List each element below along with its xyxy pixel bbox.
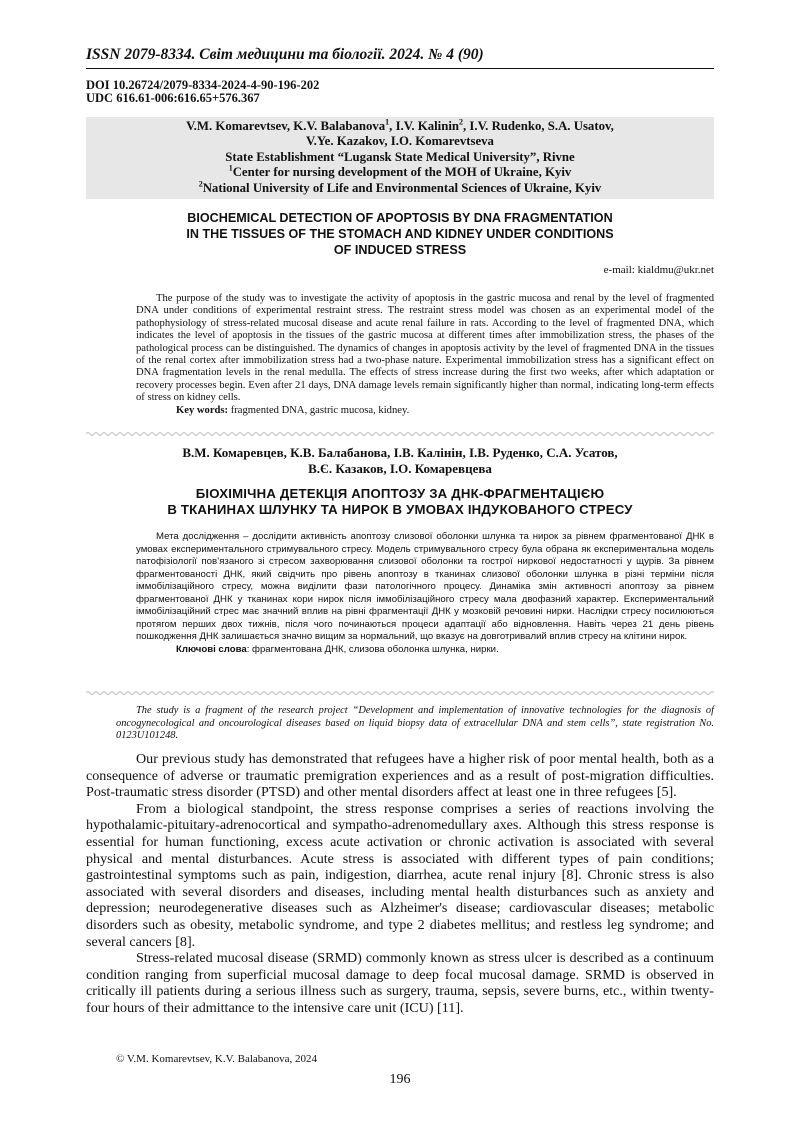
article-title-ua (86, 486, 714, 518)
journal-header: ISSN 2079-8334. Світ медицини та біології. 2024. № 4 (90) (86, 46, 484, 63)
article-title-en (86, 210, 714, 258)
doi: DOI 10.26724/2079-8334-2024-4-90-196-202 (86, 78, 320, 92)
authors-ua-line1: В.М. Комаревцев, К.В. Балабанова, І.В. Калінін, І.В. Руденко, С.А. Усатов, (182, 445, 618, 460)
authors-en-line1: V.M. Komarevtsev, K.V. Balabanova$^1$, I.V. Kalinin$^2$, I.V. Rudenko, S.A. Usatov, (186, 117, 614, 133)
abstract-en (136, 293, 714, 417)
main-body (86, 751, 714, 1017)
page-number: 196 (389, 1072, 411, 1087)
body-paragraph-3: Stress-related mucosal disease (SRMD) commonly known as stress ulcer is described as a continuum condition ranging from superficial mucosal damage to deep focal mucosal damage. SRMD is observed in critically ill patients during a serious illness such as surgery, trauma, sepsis, severe burns, etc., within twenty-four hours of their admittance to the intensive care unit (ICU) [11]. (86, 950, 714, 1016)
contact-email: e-mail: kialdmu@ukr.net (603, 264, 714, 276)
title-ua-line1: БІОХІМІЧНА ДЕТЕКЦІЯ АПОПТОЗУ ЗА ДНК-ФРАГМЕНТАЦІЄЮ (195, 486, 605, 501)
title-en-line1: BIOCHEMICAL DETECTION OF APOPTOSIS BY DNA FRAGMENTATION (187, 211, 613, 225)
udc: UDC 616.61-006:616.65+576.367 (86, 91, 260, 105)
title-ua-line2: В ТКАНИНАХ ШЛУНКУ ТА НИРОК В УМОВАХ ІНДУКОВАНОГО СТРЕСУ (167, 502, 633, 517)
abstract-ua-text: Мета дослідження – дослідити активність апоптозу слизової оболонки шлунка та нирок за рівнем фрагментованої ДНК в умовах експериментального стримувального стресу. Модель стримувального стресу була обрана як експериментальна модель патофізіології пов’язаного зі стресом захворювання слизової оболонки та гострої ниркової недостатності у щурів. За рівнем фрагментованості ДНК, який свідчить про рівень апоптозу в тканинах слизової оболонки шлунка в різні терміни після іммобілізаційного стресу, можна виділити фази патологічного процесу. Динаміка змін активності апоптозу за рівнем фрагментованої ДНК у тканинах кори нирок після іммобілізаційного стресу мала двофазний характер. Експериментальний іммобілізаційний стрес має значний вплив на рівні фрагментації ДНК у мозковій речовині нирки. Наслідки стресу посилюються протягом перших двох тижнів, після чого починаються процеси адаптації або відновлення. Навіть через 21 день рівень пошкодження ДНК залишається значно вищим за нормальний, що вказує на довготривалий вплив стресу на клітини нирок. (136, 531, 714, 642)
keywords-en: Key words: fragmented DNA, gastric mucosa, kidney. (176, 404, 410, 416)
header-rule (86, 68, 714, 69)
affiliation-1: $^1$Center for nursing development of the MOH of Ukraine, Kyiv (228, 163, 572, 180)
authors-ua (86, 445, 714, 477)
abstract-ua (136, 531, 714, 656)
body-paragraph-1: Our previous study has demonstrated that refugees have a higher risk of poor mental health, both as a consequence of adverse or traumatic premigration experiences and as a result of post-migration difficulties. Post-traumatic stress disorder (PTSD) and other mental disorders affect at least one in three refugees [5]. (86, 751, 714, 801)
affiliation-2: $^2$National University of Life and Environmental Sciences of Ukraine, Kyiv (198, 179, 602, 195)
authors-ua-line2: В.Є. Казаков, І.О. Комаревцева (308, 461, 492, 476)
project-note (116, 705, 714, 743)
divider-wave-2 (86, 690, 714, 696)
affiliation-main: State Establishment “Lugansk State Medical University”, Rivne (225, 149, 575, 164)
title-en-line3: OF INDUCED STRESS (333, 243, 467, 257)
abstract-en-text: The purpose of the study was to investigate the activity of apoptosis in the gastric mucosa and renal by the level of fragmented DNA under conditions of experimental restraint stress. The restraint stress model was chosen as an experimental model of the pathophysiology of stress-related mucosal disease and acute renal failure in rats. According to the level of fragmented DNA, which indicates the level of apoptosis in the tissues of the gastric mucosa at different times after immobilization stress, the phases of the pathological process can be distinguished. The dynamics of changes in apoptosis activity by the level of fragmented DNA in the tissues of the renal cortex after immobilization stress had a two-phase nature. Experimental immobilization stress has a significant effect on DNA fragmentation levels in the renal medulla. The effects of stress increase during the first two weeks, after which adaptation or recovery processes begin. Even after 21 days, DNA damage levels remain significantly higher than normal, indicating long-term effects of stress on kidney cells. (136, 293, 714, 404)
doi-block (86, 79, 319, 105)
copyright: © V.M. Komarevtsev, K.V. Balabanova, 2024 (116, 1053, 318, 1065)
title-en-line2: IN THE TISSUES OF THE STOMACH AND KIDNEY UNDER CONDITIONS (186, 227, 614, 241)
body-paragraph-2: From a biological standpoint, the stress response comprises a series of reactions involving the hypothalamic-pituitary-adrenocortical and sympatho-adrenomedullary axes. Although this stress response is essential for human functioning, excess acute activation or chronic activation is associated with several physical and mental disturbances. Acute stress is associated with different types of pain conditions; gastrointestinal symptoms such as pain, indigestion, diarrhea, acute renal injury [8]. Chronic stress is also associated with several disorders and diseases, including mental health disturbances such as anxiety and depression; neurodegenerative diseases such as Alzheimer's disease; cardiovascular diseases; metabolic disorders such as obesity, metabolic syndrome, and type 2 diabetes mellitus; and restless leg syndrome; and several cancers [8]. (86, 800, 714, 950)
author-affiliation-box (86, 117, 714, 199)
keywords-ua: Ключові слова: фрагментована ДНК, слизова оболонка шлунка, нирки. (176, 643, 499, 655)
authors-en-line2: V.Ye. Kazakov, I.O. Komarevtseva (306, 134, 494, 149)
project-note-text: The study is a fragment of the research project “Development and implementation of innovative technologies for the diagnosis of oncogynecological and oncourological diseases based on liquid biopsy data of extracellular DNA and stem cells”, state registration No. 0123U101248. (116, 705, 714, 742)
divider-wave-1 (86, 431, 714, 437)
